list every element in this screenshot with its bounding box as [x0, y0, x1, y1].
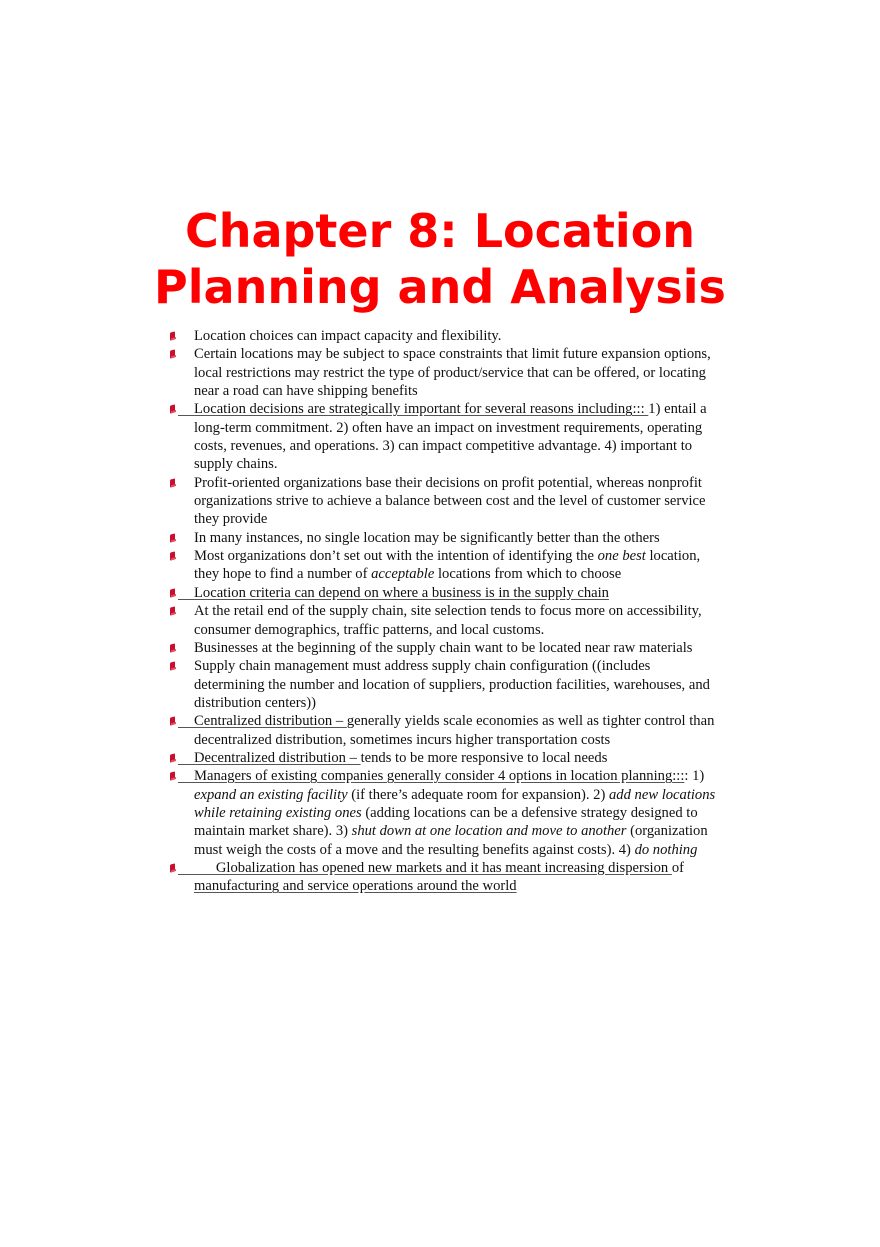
text-line: [194, 621, 750, 639]
text-segment: : 1): [684, 768, 705, 785]
text-line: [194, 676, 750, 694]
text-segment: (if there’s adequate room for expansion). 2): [347, 786, 609, 803]
underline-lead: [178, 415, 194, 416]
text-segment: long-term commitment. 2) often have an impact on investment requirements, operating: [194, 419, 703, 436]
text-segment: they provide: [194, 511, 268, 528]
text-segment: (adding locations can be a defensive strategy designed to: [361, 804, 698, 821]
text-line: [194, 565, 750, 583]
text-line: [194, 455, 750, 473]
italic-text: expand an existing facility: [194, 786, 348, 803]
text-line: [194, 841, 750, 859]
text-segment: Certain locations may be subject to space constraints that limit future expansion options,: [194, 346, 711, 363]
text-segment: supply chains.: [194, 456, 278, 473]
text-segment: Location choices can impact capacity and flexibility.: [194, 328, 502, 344]
list-item: [170, 749, 750, 767]
title-line-2: Planning and Analysis: [154, 260, 726, 314]
underline-lead: [178, 874, 194, 875]
list-item: [170, 327, 750, 345]
underline-lead: [178, 782, 194, 783]
text-line: [194, 382, 750, 400]
text-line: [194, 400, 750, 418]
text-line: [194, 859, 750, 877]
text-segment: (organization: [626, 823, 708, 840]
list-item: [170, 529, 750, 547]
pushpin-bullet-icon: [170, 772, 175, 781]
text-segment: At the retail end of the supply chain, site selection tends to focus more on accessibility,: [194, 603, 702, 620]
text-segment: costs, revenues, and operations. 3) can impact competitive advantage. 4) important to: [194, 438, 693, 455]
list-item: [170, 639, 750, 657]
underline-lead: [178, 764, 194, 765]
italic-text: acceptable: [371, 566, 435, 583]
text-segment: Most organizations don’t set out with the intention of identifying the: [194, 548, 598, 565]
text-segment: of: [671, 859, 684, 876]
pushpin-bullet-icon: [170, 643, 175, 652]
text-line: [194, 657, 750, 675]
text-segment: organizations strive to achieve a balance between cost and the level of customer service: [194, 493, 706, 510]
text-segment: they hope to find a number of: [194, 566, 372, 583]
list-item: [170, 400, 750, 473]
italic-text: add new locations: [609, 786, 716, 803]
pushpin-bullet-icon: [170, 662, 175, 671]
text-segment: Location criteria can depend on where a business is in the supply chain: [194, 584, 609, 601]
text-line: [194, 327, 750, 345]
text-segment: Profit-oriented organizations base their decisions on profit potential, whereas nonprofit: [194, 474, 702, 491]
text-line: [194, 731, 750, 749]
list-item: [170, 767, 750, 859]
text-segment: tends to be more responsive to local needs: [360, 749, 608, 766]
text-line: [194, 345, 750, 363]
text-segment: Location decisions are strategically important for several reasons including:::: [194, 401, 649, 418]
pushpin-bullet-icon: [170, 717, 175, 726]
pushpin-bullet-icon: [170, 533, 175, 542]
bullet-list: [170, 327, 750, 896]
text-segment: Centralized distribution –: [194, 713, 347, 730]
pushpin-bullet-icon: [170, 478, 175, 487]
pushpin-bullet-icon: [170, 863, 175, 872]
text-line: [194, 529, 750, 547]
list-item: [170, 547, 750, 584]
pushpin-bullet-icon: [170, 551, 175, 560]
text-segment: location,: [645, 548, 701, 565]
text-line: [194, 786, 750, 804]
list-item: [170, 474, 750, 529]
italic-text: while retaining existing ones: [194, 804, 362, 821]
text-line: [194, 639, 750, 657]
italic-text: one best: [597, 548, 646, 565]
text-segment: Supply chain management must address supply chain configuration ((includes: [194, 658, 651, 675]
italic-text: shut down at one location and move to another: [351, 823, 627, 840]
text-line: [194, 584, 750, 602]
underline-lead: [178, 727, 194, 728]
pushpin-bullet-icon: [170, 405, 175, 414]
text-line: [194, 547, 750, 565]
pushpin-bullet-icon: [170, 331, 175, 340]
text-segment: must weigh the costs of a move and the resulting benefits against costs). 4): [194, 841, 635, 858]
text-line: [194, 510, 750, 528]
text-segment: maintain market share). 3): [194, 823, 352, 840]
underline-lead: [178, 599, 194, 600]
list-item: [170, 859, 750, 896]
text-segment: locations from which to choose: [434, 566, 622, 583]
text-line: [194, 712, 750, 730]
text-segment: manufacturing and service operations around the world: [194, 878, 517, 895]
pushpin-bullet-icon: [170, 606, 175, 615]
list-item: [170, 657, 750, 712]
title-line-1: Chapter 8: Location: [184, 204, 696, 258]
text-segment: Managers of existing companies generally consider 4 options in location planning:::: [194, 768, 685, 785]
text-segment: In many instances, no single location may be significantly better than the others: [194, 529, 660, 546]
page-title: [0, 203, 880, 315]
text-segment: local restrictions may restrict the type of product/service that can be offered, or locating: [194, 364, 706, 381]
pushpin-bullet-icon: [170, 350, 175, 359]
text-line: [194, 877, 750, 895]
text-line: [194, 749, 750, 767]
italic-text: do nothing: [634, 841, 698, 858]
text-segment: generally yields scale economies as well as tighter control than: [346, 713, 715, 730]
pushpin-bullet-icon: [170, 753, 175, 762]
text-line: [194, 492, 750, 510]
text-line: [194, 804, 750, 822]
list-item: [170, 602, 750, 639]
text-line: [194, 437, 750, 455]
pushpin-bullet-icon: [170, 588, 175, 597]
text-segment: Decentralized distribution –: [194, 749, 361, 766]
text-line: [194, 364, 750, 382]
list-item: [170, 584, 750, 602]
text-segment: determining the number and location of suppliers, production facilities, warehouses, and: [194, 676, 710, 693]
text-segment: 1) entail a: [648, 401, 707, 418]
text-line: [194, 419, 750, 437]
list-item: [170, 712, 750, 749]
text-segment: consumer demographics, traffic patterns, and local customs.: [194, 621, 545, 638]
text-line: [194, 822, 750, 840]
text-segment: near a road can have shipping benefits: [194, 383, 418, 400]
text-segment: Businesses at the beginning of the supply chain want to be located near raw materials: [194, 639, 693, 656]
text-segment: decentralized distribution, sometimes incurs higher transportation costs: [194, 731, 611, 748]
list-item: [170, 345, 750, 400]
text-line: [194, 474, 750, 492]
text-line: [194, 694, 750, 712]
text-line: [194, 602, 750, 620]
text-segment: Globalization has opened new markets and it has meant increasing dispersion: [194, 859, 672, 876]
text-line: [194, 767, 750, 785]
text-segment: distribution centers)): [194, 694, 316, 711]
